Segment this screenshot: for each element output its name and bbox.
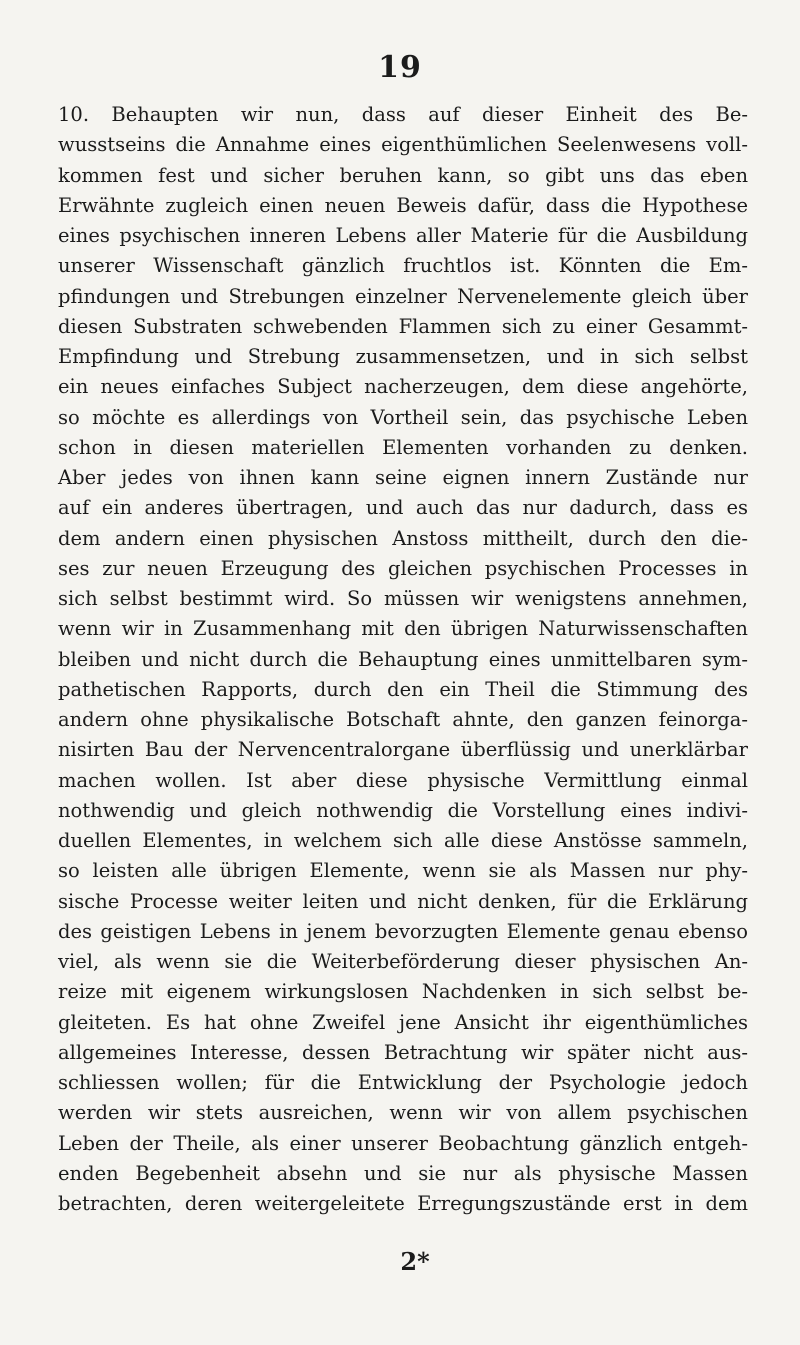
text-line: des geistigen Lebens in jenem bevorzugten Elemente genau ebenso [58,919,748,943]
text-line: duellen Elementes, in welchem sich alle diese Anstösse sammeln, [58,829,748,852]
text-line: machen wollen. Ist aber diese physische Vermittlung einmal [58,768,748,792]
text-line: werden wir stets ausreichen, wenn wir von allem psychischen [58,1101,748,1125]
text-line: ses zur neuen Erzeugung des gleichen psychischen Processes in [58,556,748,580]
body-text [58,100,748,1219]
text-line: betrachten, deren weitergeleitete Erregungszustände erst in dem [58,1192,748,1215]
text-line: enden Begebenheit absehn und sie nur als physische Massen [58,1161,748,1185]
text-line: Leben der Theile, als einer unserer Beobachtung gänzlich entgeh- [58,1131,748,1155]
text-line: gleiteten. Es hat ohne Zweifel jene Ansicht ihr eigenthümliches [58,1010,748,1034]
text-line: ein neues einfaches Subject nacherzeugen, dem diese angehörte, [58,375,748,399]
text-line: unserer Wissenschaft gänzlich fruchtlos ist. Könnten die Em- [58,254,748,278]
text-line: Erwähnte zugleich einen neuen Beweis dafür, dass die Hypothese [58,193,748,217]
text-line: andern ohne physikalische Botschaft ahnte, den ganzen feinorga- [58,708,748,731]
text-line: so möchte es allerdings von Vortheil sein, das psychische Leben [58,405,748,429]
text-line: eines psychischen inneren Lebens aller Materie für die Ausbildung [58,224,748,247]
text-line: 10. Behaupten wir nun, dass auf dieser Einheit des Be- [58,103,748,126]
text-line: bleiben und nicht durch die Behauptung eines unmittelbaren sym- [58,647,748,671]
text-line: diesen Substraten schwebenden Flammen sich zu einer Gesammt- [58,314,748,338]
text-line: viel, als wenn sie die Weiterbeförderung dieser physischen An- [58,950,748,973]
signature-mark-text: 2* [400,1247,430,1276]
text-line: schliessen wollen; für die Entwicklung der Psychologie jedoch [58,1071,748,1094]
text-line: schon in diesen materiellen Elementen vorhanden zu denken. [58,435,748,459]
text-line: wusstseins die Annahme eines eigenthümlichen Seelenwesens voll- [58,133,748,157]
page-number: 19 [378,50,422,85]
text-line: sich selbst bestimmt wird. So müssen wir wenigstens annehmen, [58,587,748,610]
text-line: so leisten alle übrigen Elemente, wenn sie als Massen nur phy- [58,859,748,883]
text-line: reize mit eigenem wirkungslosen Nachdenken in sich selbst be- [58,980,748,1004]
text-line: allgemeines Interesse, dessen Betrachtung wir später nicht aus- [58,1040,748,1064]
text-line: dem andern einen physischen Anstoss mittheilt, durch den die- [58,526,748,550]
signature-mark [0,1247,800,1276]
text-line: wenn wir in Zusammenhang mit den übrigen Naturwissenschaften [58,617,748,641]
text-line: pathetischen Rapports, durch den ein Theil die Stimmung des [58,677,748,701]
text-line: Aber jedes von ihnen kann seine eignen innern Zustände nur [58,466,748,489]
text-line: auf ein anderes übertragen, und auch das nur dadurch, dass es [58,496,748,520]
text-line: pfindungen und Strebungen einzelner Nervenelemente gleich über [58,284,748,308]
text-line: Empfindung und Strebung zusammensetzen, und in sich selbst [58,345,748,368]
text-line: kommen fest und sicher beruhen kann, so gibt uns das eben [58,163,748,187]
text-line: nothwendig und gleich nothwendig die Vorstellung eines indivi- [58,798,748,822]
text-line: nisirten Bau der Nervencentralorgane überflüssig und unerklärbar [58,738,748,762]
text-line: sische Processe weiter leiten und nicht denken, für die Erklärung [58,889,748,913]
